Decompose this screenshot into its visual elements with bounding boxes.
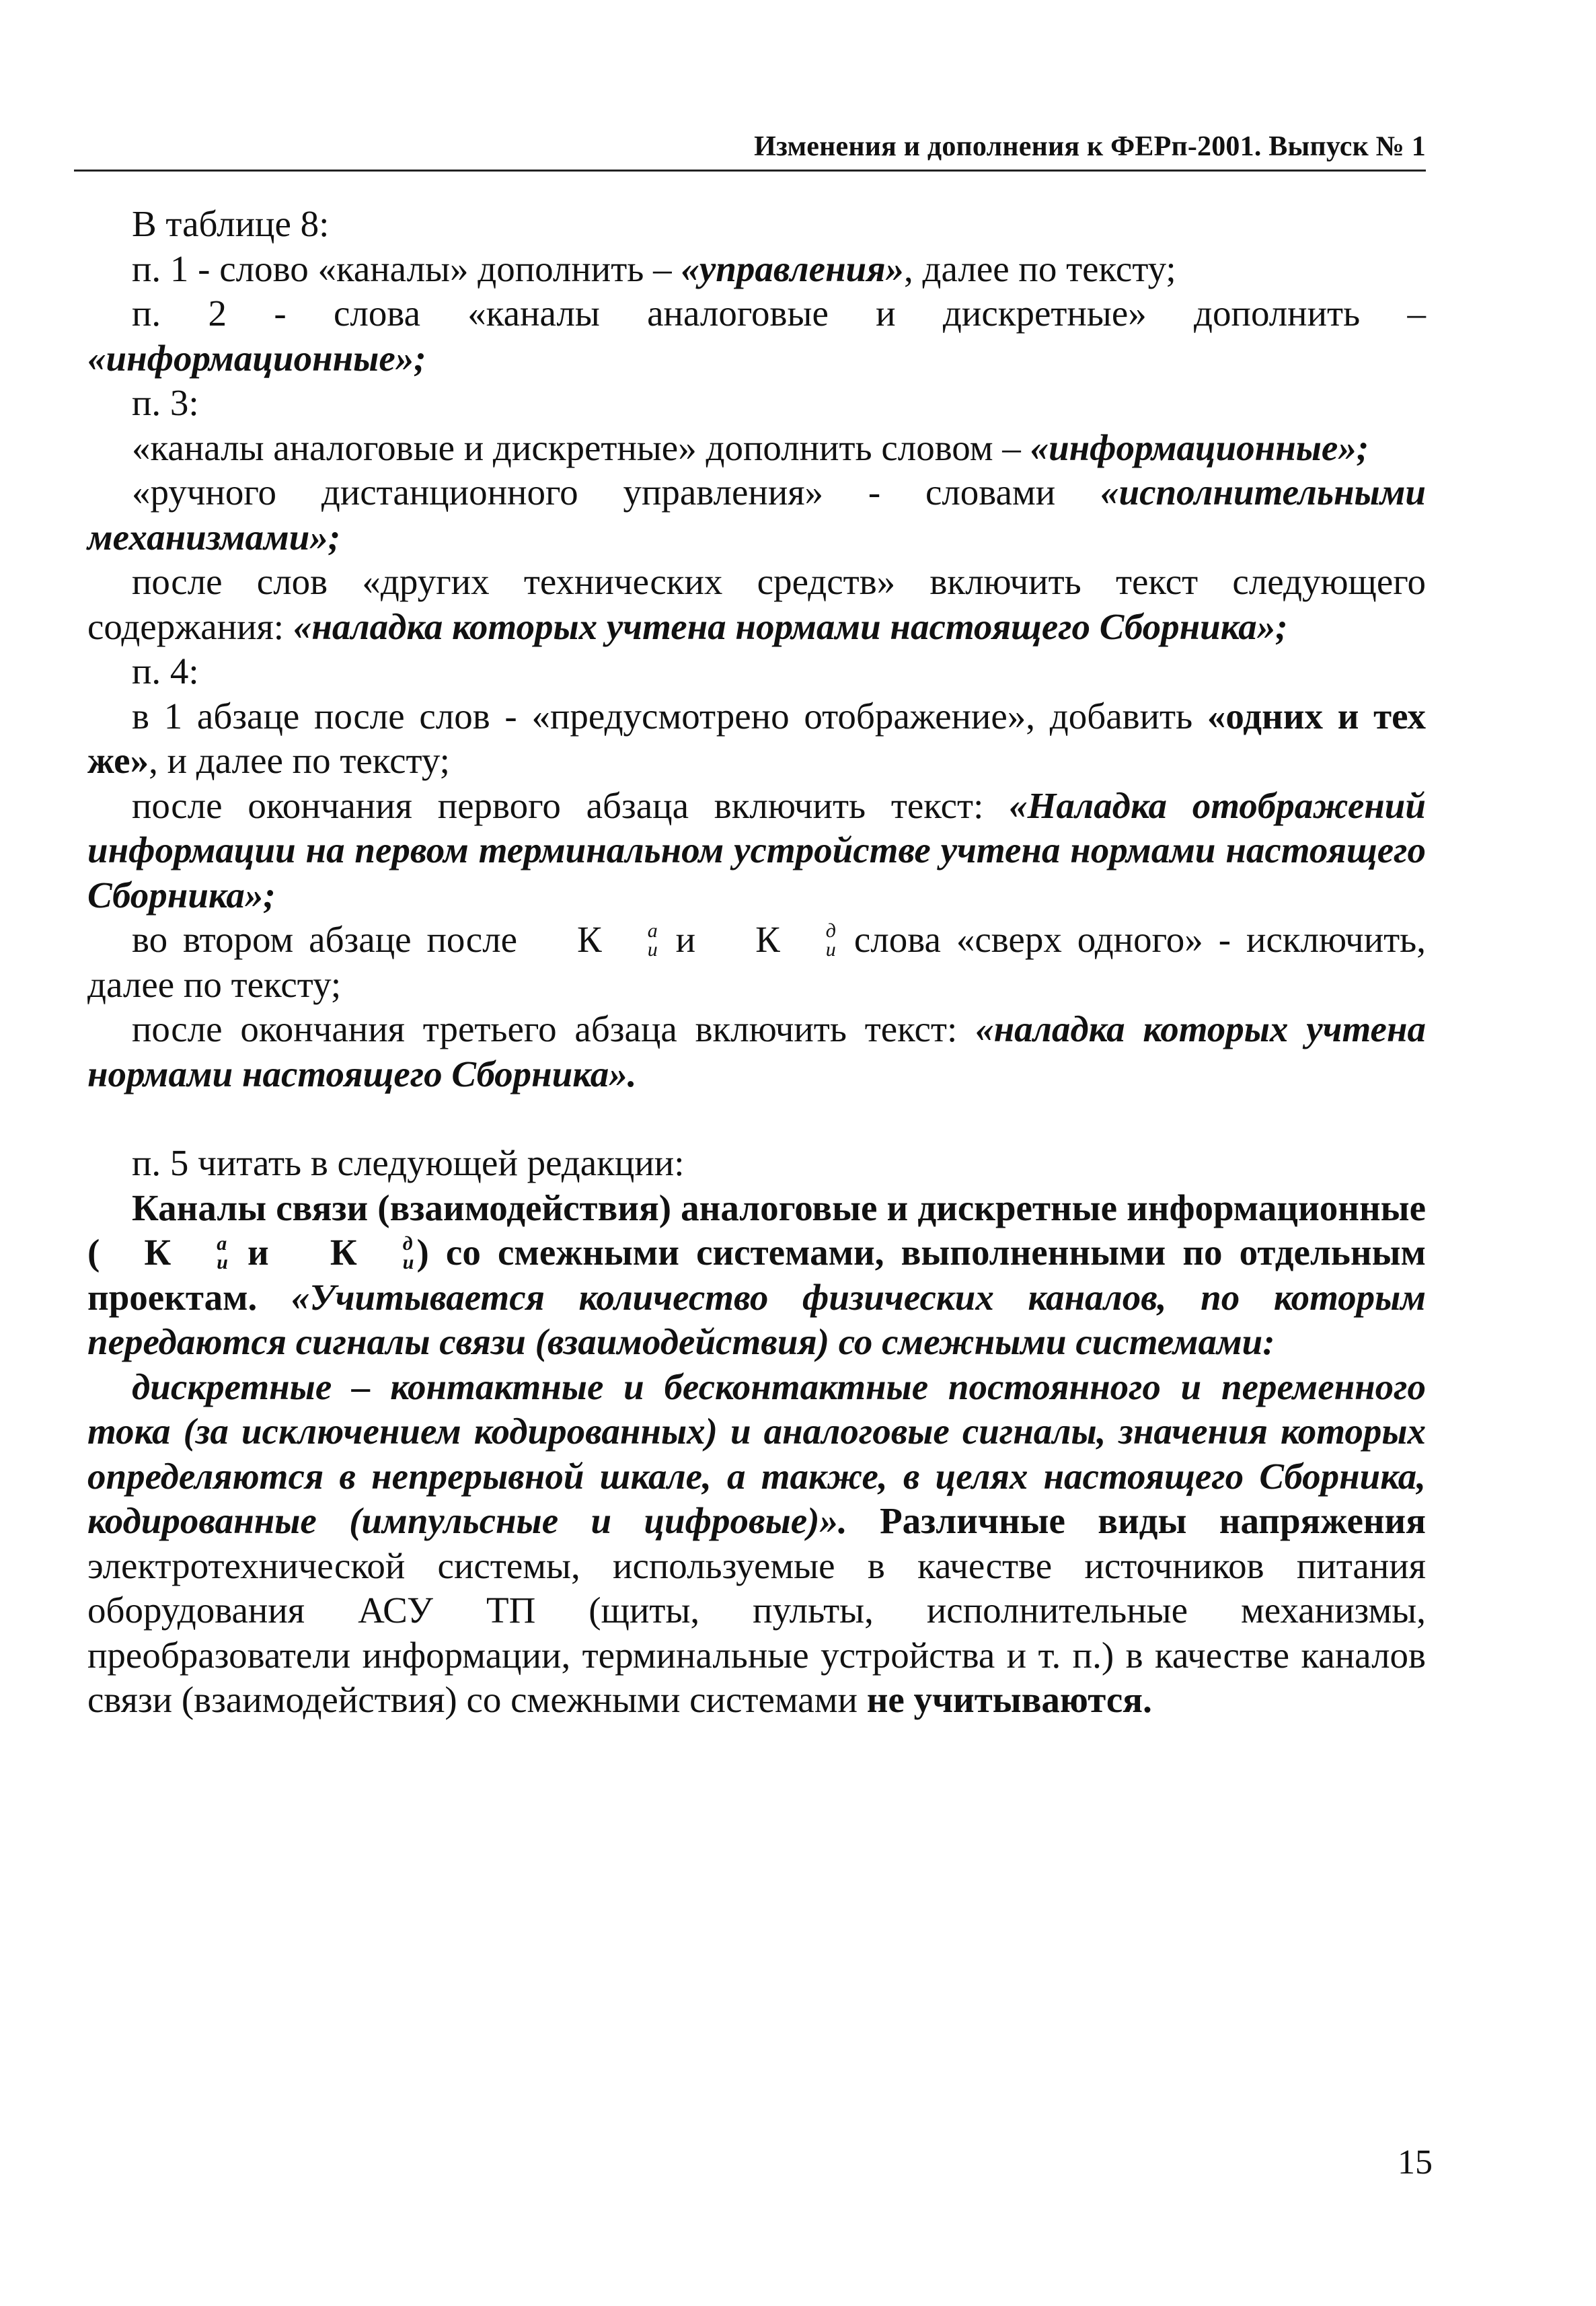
paragraph-item-4-a [87, 694, 1426, 784]
bold-text: не учитываются. [866, 1679, 1152, 1720]
text-run: электротехнической системы, используемые в качестве источников питания оборудования АСУ ТП (щиты, пульты, исполнительные механизмы, преобразователи информации, терминальные устройства и т. п.) в качестве каналов связи (взаимодействия) со смежными системами [87, 1545, 1426, 1720]
bold-text: Различные виды напряжения [847, 1500, 1426, 1541]
emphasis-text: «информационные»; [87, 337, 426, 379]
paragraph-item-3-c [87, 560, 1426, 649]
paragraph-item-3-a [87, 426, 1426, 471]
text-run: во втором абзаце после [132, 919, 533, 960]
paragraph-item-1 [87, 247, 1426, 292]
symbol-letter: К [330, 1232, 357, 1273]
text-run: слова «сверх одного» - исключить, далее по тексту; [87, 919, 1426, 1005]
emphasis-text: «информационные»; [1030, 426, 1369, 468]
symbol-subscript: и [217, 1251, 228, 1274]
emphasis-text: «управления» [681, 248, 905, 289]
body-text [87, 202, 1426, 1723]
symbol-superscript: д [402, 1232, 413, 1255]
text-run: после слов «других технических средств» включить текст следующего содержания: [87, 561, 1426, 647]
running-header: Изменения и дополнения к ФЕРп-2001. Выпуск № 1 [754, 131, 1426, 162]
text-run: п. 2 - слова «каналы аналоговые и дискретные» дополнить – [132, 293, 1426, 334]
symbol-k-discrete [286, 1230, 417, 1275]
emphasis-text: «наладка которых учтена нормами настоящего Сборника». [87, 1008, 1426, 1094]
paragraph-item-3-b [87, 470, 1426, 560]
symbol-indices [358, 1234, 414, 1272]
paragraph-item-3 [87, 381, 1426, 426]
bold-text: ) со смежными системами, выполненными по отдельным проектам. [87, 1232, 1426, 1318]
header-rule [74, 170, 1426, 172]
symbol-subscript: и [647, 938, 658, 961]
emphasis-text: «исполнительными механизмами»; [87, 472, 1426, 558]
text-run: п. 3: [132, 382, 199, 423]
symbol-superscript: а [647, 920, 658, 942]
symbol-k-analog [100, 1230, 231, 1275]
paragraph-item-4-c [87, 918, 1426, 1007]
bold-text: Каналы связи (взаимодействия) аналоговые и дискретные информационные ( [87, 1187, 1426, 1273]
paragraph-item-2 [87, 291, 1426, 381]
paragraph-item-5-definition [87, 1186, 1426, 1365]
emphasis-text: «наладка которых учтена нормами настоящего Сборника»; [293, 605, 1288, 647]
emphasis-text: дискретные – контактные и бесконтактные постоянного и переменного тока (за исключением кодированных) и аналоговые сигналы, значения которых определяются в непрерывной шкале, а также, в целях настоящего Сборника, кодированные (импульсные и цифровые)». [87, 1366, 1426, 1541]
text-run: после окончания первого абзаца включить текст: [132, 784, 1010, 826]
page-number: 15 [1398, 2143, 1433, 2182]
symbol-superscript: д [825, 920, 836, 942]
symbol-superscript: а [217, 1232, 227, 1255]
symbol-k-analog [533, 918, 660, 963]
symbol-k-discrete [711, 918, 839, 963]
text-run: п. 4: [132, 650, 199, 692]
text-run: после окончания третьего абзаца включить текст: [132, 1008, 976, 1049]
paragraph-item-4-d [87, 1007, 1426, 1096]
paragraph-item-4 [87, 649, 1426, 694]
text-run: и [660, 919, 712, 960]
text-run: в 1 абзаце после слов - «предусмотрено отображение», добавить [132, 695, 1207, 737]
text-run: , далее по тексту; [904, 248, 1176, 289]
symbol-subscript: и [402, 1251, 414, 1274]
symbol-indices [603, 922, 658, 959]
paragraph-item-5-details [87, 1365, 1426, 1723]
symbol-letter: К [144, 1232, 172, 1273]
text-run: «ручного дистанционного управления» - словами [132, 472, 1100, 513]
text-run: п. 1 - слово «каналы» дополнить – [132, 248, 681, 289]
paragraph-item-5 [87, 1141, 1426, 1186]
symbol-indices [782, 922, 836, 959]
paragraph-table-8 [87, 202, 1426, 247]
text-run: , и далее по тексту; [149, 740, 450, 781]
paragraph-item-4-b [87, 784, 1426, 918]
text-run: п. 5 читать в следующей редакции: [132, 1142, 685, 1183]
bold-text: «одних и тех же» [87, 695, 1426, 781]
emphasis-text: «Учитывается количество физических каналов, по которым передаются сигналы связи (взаимодействия) со смежными системами: [87, 1276, 1426, 1362]
symbol-subscript: и [825, 938, 836, 961]
text-run: В таблице 8: [132, 203, 330, 244]
symbol-letter: К [755, 919, 780, 960]
symbol-indices [172, 1234, 228, 1272]
symbol-letter: К [577, 919, 602, 960]
emphasis-text: «Наладка отображений информации на первом терминальном устройстве учтена нормами настоящего Сборника»; [87, 784, 1426, 916]
text-run: «каналы аналоговые и дискретные» дополнить словом – [132, 426, 1030, 468]
bold-text: и [230, 1232, 286, 1273]
